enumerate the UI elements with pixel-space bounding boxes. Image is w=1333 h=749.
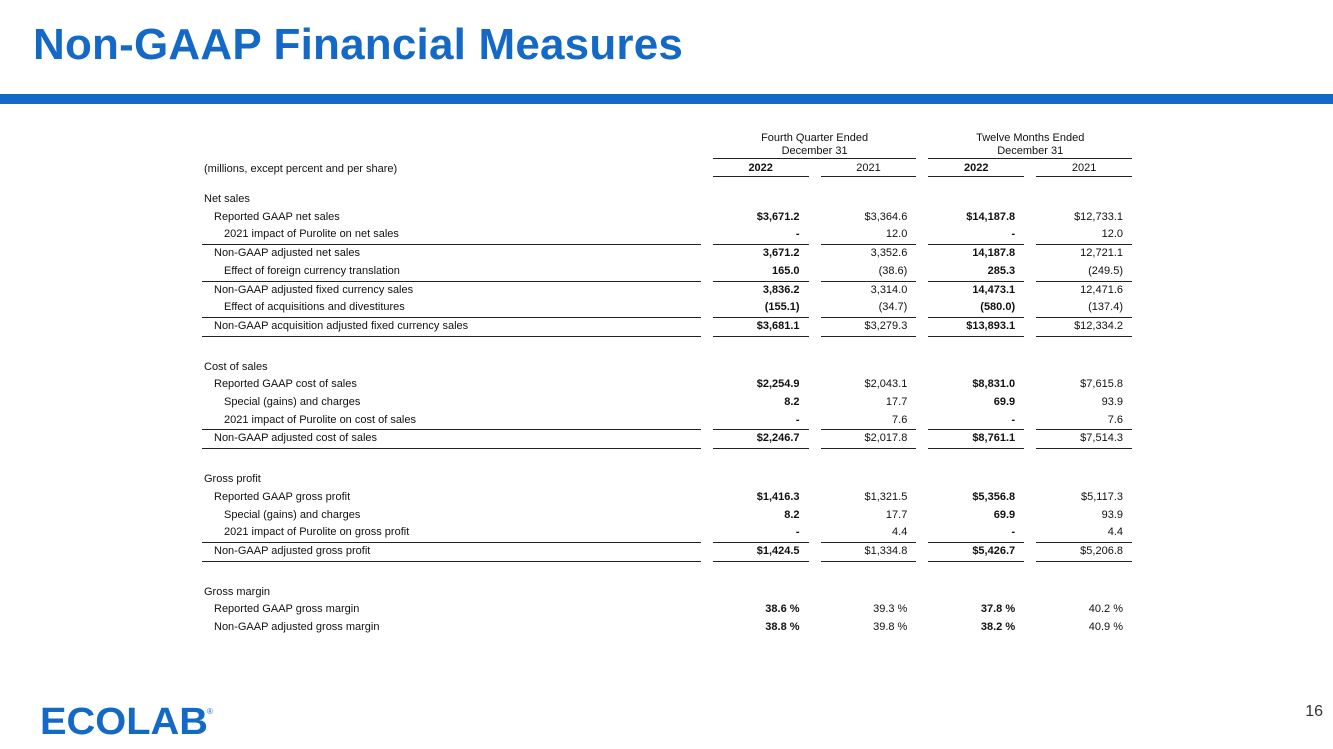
row-value: 3,836.2	[713, 281, 809, 299]
row-label: 2021 impact of Purolite on net sales	[224, 228, 399, 241]
row-label: Effect of foreign currency translation	[224, 264, 400, 277]
table-row	[202, 281, 1132, 299]
spacer-row	[202, 449, 1132, 472]
row-value: 39.3 %	[873, 603, 908, 616]
row-value: 40.2 %	[1088, 603, 1123, 616]
row-label: Non-GAAP adjusted net sales	[202, 245, 701, 263]
row-value: 8.2	[784, 508, 800, 521]
section-heading: Gross profit	[204, 473, 261, 486]
row-value: -	[1011, 413, 1016, 426]
table-row	[202, 394, 1132, 412]
row-value: $14,187.8	[966, 210, 1016, 223]
registered-mark-icon: ®	[207, 707, 213, 716]
section-heading-row	[202, 471, 1132, 489]
row-value: $7,615.8	[1080, 378, 1123, 391]
row-value: $13,893.1	[928, 317, 1024, 336]
row-value: -	[1011, 228, 1016, 241]
section-heading-row	[202, 359, 1132, 377]
section-heading-row	[202, 584, 1132, 602]
row-value: 7.6	[892, 413, 908, 426]
row-value: $8,831.0	[972, 378, 1016, 391]
row-value: $3,279.3	[821, 317, 917, 336]
row-value: 69.9	[993, 508, 1016, 521]
row-value: 93.9	[1101, 508, 1123, 521]
page-number: 16	[1305, 703, 1323, 720]
spacer-row	[202, 336, 1132, 359]
row-label: Special (gains) and charges	[224, 508, 361, 521]
row-value: $5,117.3	[1080, 490, 1123, 503]
section-heading: Net sales	[204, 193, 250, 205]
year-header: 2022	[928, 159, 1024, 177]
group-header-row	[202, 128, 1132, 159]
row-value: $5,206.8	[1036, 542, 1132, 561]
row-value: $8,761.1	[928, 430, 1024, 449]
row-value: $2,254.9	[756, 378, 800, 391]
row-label: Effect of acquisitions and divestitures	[224, 301, 405, 314]
row-value: $1,321.5	[864, 490, 908, 503]
table-row	[202, 601, 1132, 619]
group-header-line1: Twelve Months Ended	[976, 132, 1085, 144]
row-value: 4.4	[1107, 526, 1123, 539]
row-value: (34.7)	[878, 301, 908, 314]
row-value: $5,426.7	[928, 542, 1024, 561]
row-value: $1,334.8	[821, 542, 917, 561]
financial-table	[202, 128, 1132, 637]
logo-wordmark: ECOLAB	[40, 701, 208, 740]
unit-label: (millions, except percent and per share)	[204, 162, 398, 175]
row-label: Reported GAAP net sales	[214, 210, 340, 223]
row-label: Reported GAAP gross profit	[214, 490, 351, 503]
spacer-row	[202, 561, 1132, 584]
section-heading: Gross margin	[204, 585, 271, 598]
row-value: 12.0	[1101, 228, 1123, 241]
table-row	[202, 209, 1132, 227]
row-value: $5,356.8	[972, 490, 1016, 503]
row-value: (38.6)	[878, 264, 908, 277]
row-value: 38.6 %	[765, 603, 800, 616]
table-row	[202, 489, 1132, 507]
row-label: Non-GAAP acquisition adjusted fixed currency sales	[202, 317, 701, 336]
year-header: 2021	[1036, 159, 1132, 177]
title-divider-bar	[0, 94, 1333, 104]
year-header: 2021	[821, 159, 917, 177]
row-label: Reported GAAP gross margin	[214, 603, 360, 616]
row-label: 2021 impact of Purolite on cost of sales	[224, 413, 416, 426]
group-header-line2: December 31	[997, 145, 1064, 157]
row-value: 17.7	[885, 508, 908, 521]
table-row	[202, 376, 1132, 394]
row-value: 40.9 %	[1088, 621, 1123, 634]
section-heading: Cost of sales	[204, 360, 268, 373]
row-value: $2,246.7	[713, 430, 809, 449]
year-header-row	[202, 159, 1132, 177]
row-value: 165.0	[772, 264, 800, 277]
row-value: (249.5)	[1088, 264, 1123, 277]
row-label: Non-GAAP adjusted gross margin	[214, 621, 380, 634]
table-row	[202, 430, 1132, 449]
row-value: 12,471.6	[1036, 281, 1132, 299]
row-value: 8.2	[784, 396, 800, 409]
row-label: Reported GAAP cost of sales	[214, 378, 357, 391]
section-heading-row	[202, 191, 1132, 209]
row-value: 93.9	[1101, 396, 1123, 409]
table-row	[202, 524, 1132, 542]
row-label: Non-GAAP adjusted cost of sales	[202, 430, 701, 449]
row-value: 14,187.8	[928, 245, 1024, 263]
row-value: 12.0	[885, 228, 908, 241]
table-body	[202, 177, 1132, 637]
row-value: 17.7	[885, 396, 908, 409]
row-value: 12,721.1	[1036, 245, 1132, 263]
row-value: $2,017.8	[821, 430, 917, 449]
group-header-quarter	[713, 128, 917, 159]
row-value: -	[795, 526, 800, 539]
row-value: $1,424.5	[713, 542, 809, 561]
year-header: 2022	[713, 159, 809, 177]
row-value: 38.2 %	[980, 621, 1016, 634]
row-value: 285.3	[987, 264, 1016, 277]
row-value: 37.8 %	[980, 603, 1016, 616]
row-value: $12,334.2	[1036, 317, 1132, 336]
row-label: 2021 impact of Purolite on gross profit	[224, 526, 410, 539]
slide-title: Non-GAAP Financial Measures	[33, 20, 684, 69]
row-value: $7,514.3	[1036, 430, 1132, 449]
row-value: -	[795, 413, 800, 426]
row-value: 7.6	[1107, 413, 1123, 426]
row-label: Non-GAAP adjusted fixed currency sales	[202, 281, 701, 299]
table-row	[202, 412, 1132, 430]
row-value: $1,416.3	[756, 490, 800, 503]
row-value: 14,473.1	[928, 281, 1024, 299]
row-value: -	[795, 228, 800, 241]
ecolab-logo	[40, 700, 220, 740]
row-value: $12,733.1	[1074, 210, 1123, 223]
row-value: 4.4	[892, 526, 908, 539]
row-value: 3,671.2	[713, 245, 809, 263]
table-row	[202, 299, 1132, 317]
row-value: 38.8 %	[765, 621, 800, 634]
row-value: 39.8 %	[873, 621, 908, 634]
group-header-line2: December 31	[781, 145, 848, 157]
group-header-line1: Fourth Quarter Ended	[761, 132, 869, 144]
row-value: (580.0)	[980, 301, 1016, 314]
row-value: (137.4)	[1088, 301, 1123, 314]
table-row	[202, 245, 1132, 263]
table-row	[202, 226, 1132, 244]
row-value: $3,364.6	[864, 210, 908, 223]
row-value: (155.1)	[764, 301, 800, 314]
spacer-row	[202, 177, 1132, 192]
row-value: $3,681.1	[713, 317, 809, 336]
row-value: 69.9	[993, 396, 1016, 409]
row-value: -	[1011, 526, 1016, 539]
row-value: 3,314.0	[821, 281, 917, 299]
table-row	[202, 619, 1132, 637]
row-value: $2,043.1	[864, 378, 908, 391]
table-row	[202, 542, 1132, 561]
table-row	[202, 263, 1132, 281]
group-header-twelve-months	[928, 128, 1132, 159]
row-label: Non-GAAP adjusted gross profit	[202, 542, 701, 561]
row-label: Special (gains) and charges	[224, 396, 361, 409]
row-value: 3,352.6	[821, 245, 917, 263]
row-value: $3,671.2	[756, 210, 800, 223]
table-row	[202, 317, 1132, 336]
table-row	[202, 507, 1132, 525]
